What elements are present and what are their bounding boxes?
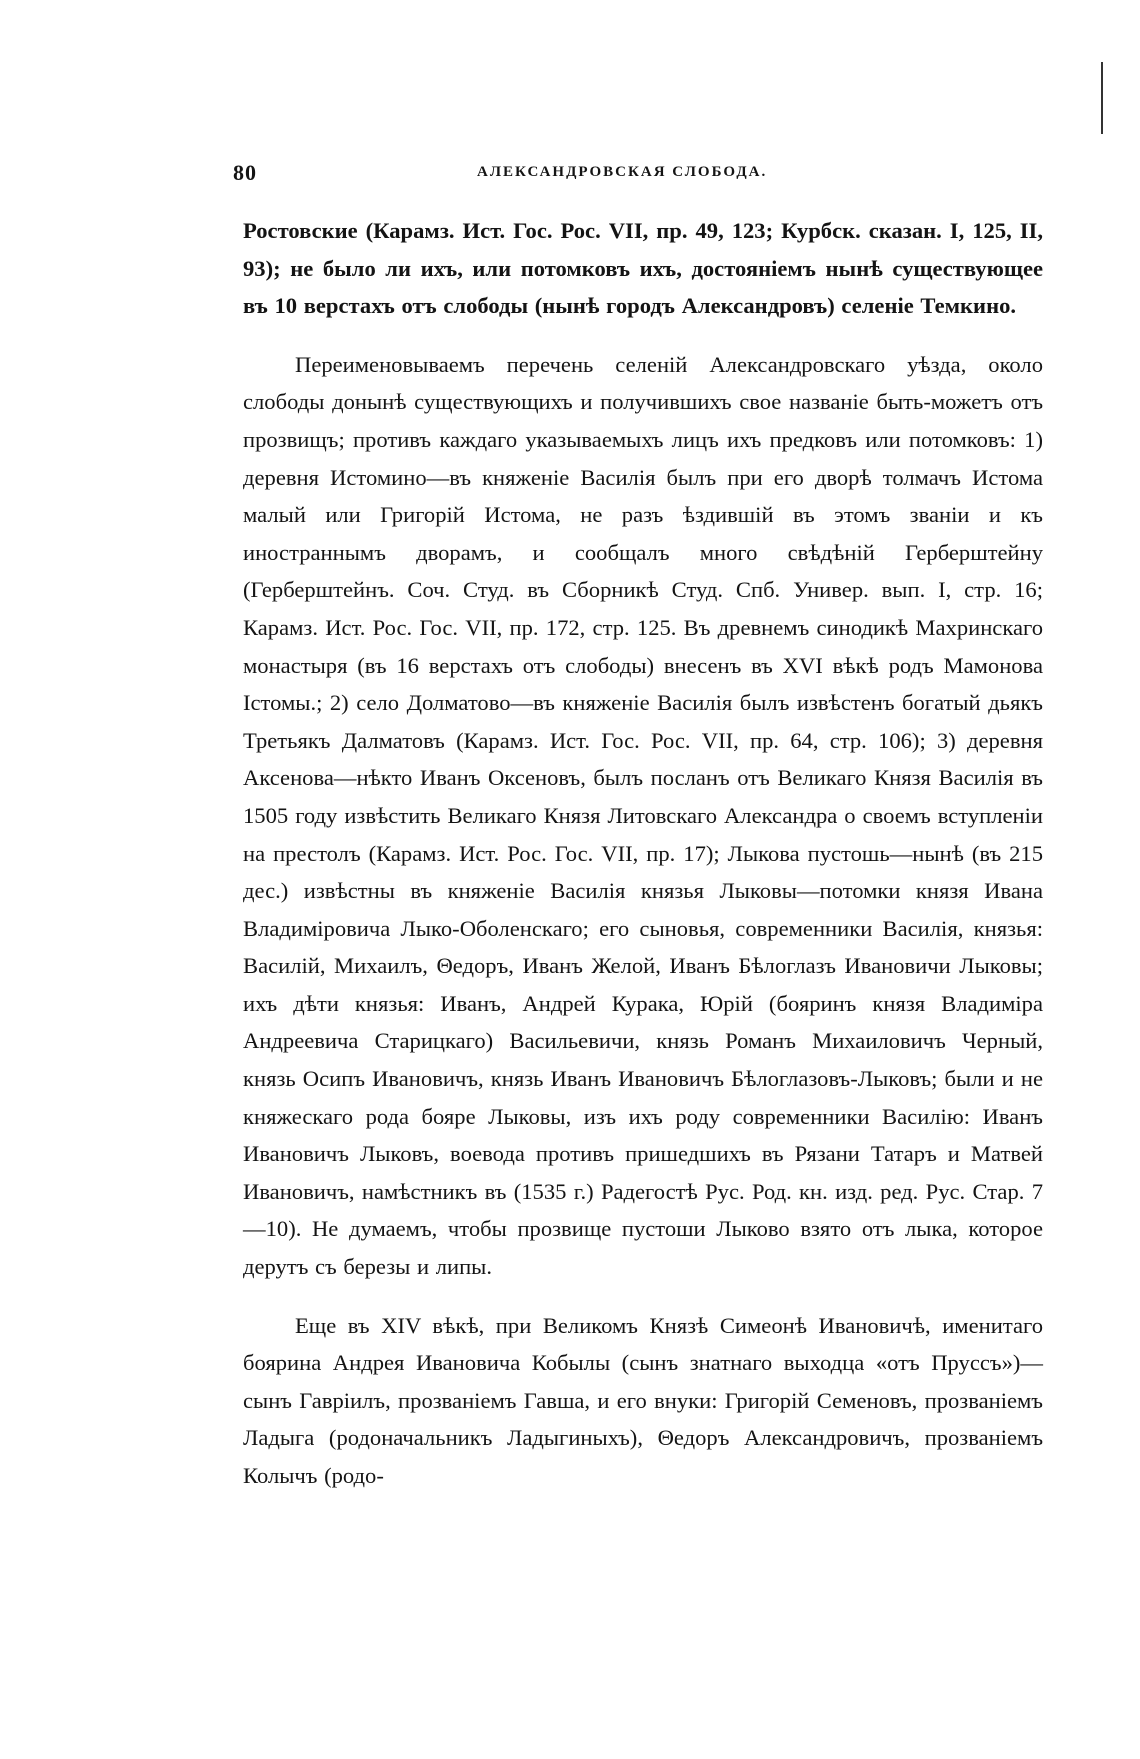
paragraph-1: Ростовские (Карамз. Ист. Гос. Рос. VII, пр. 49, 123; Курбск. сказан. I, 125, II, 93); не было ли ихъ, или потомковъ ихъ, достоянiемъ нынѣ существующее въ 10 верстахъ отъ слободы (нынѣ городъ Александровъ) селенiе Темкино. [243, 218, 1043, 319]
page-header [233, 160, 1045, 190]
page-number: 80 [233, 160, 257, 185]
paragraph-3: Еще въ XIV вѣкѣ, при Великомъ Князѣ Симеонѣ Ивановичѣ, именитаго боярина Андрея Ивановича Кобылы (сынъ знатнаго выходца «отъ Пруссъ»)—сынъ Гаврiилъ, прозванiемъ Гавша, и его внуки: Григорiй Семеновъ, прозванiемъ Ладыга (родоначальникъ Ладыгиныхъ), Θедоръ Александровичъ, прозванiемъ Колычъ (родо- [243, 1312, 1043, 1488]
body-text [243, 212, 1043, 1495]
running-title: АЛЕКСАНДРОВСКАЯ СЛОБОДА. [477, 164, 768, 180]
paragraph-2: Переименовываемъ перечень селенiй Александровскаго уѣзда, около слободы донынѣ существующихъ и получившихъ свое названiе быть-можетъ отъ прозвищъ; противъ каждаго указываемыхъ лицъ ихъ предковъ или потомковъ: 1) деревня Истомино—въ княженiе Василiя былъ при его дворѣ толмачъ Истома малый или Григорiй Истома, не разъ ѣздившiй въ этомъ званiи и къ иностраннымъ дворамъ, и сообщалъ много свѣдѣнiй Герберштейну (Герберштейнъ. Соч. Студ. въ Сборникѣ Студ. Спб. Универ. вып. I, стр. 16; Карамз. Ист. Рос. Гос. VII, пр. 172, стр. 125. Въ древнемъ синодикѣ Махринскаго монастыря (въ 16 верстахъ отъ слободы) внесенъ въ XVI вѣкѣ родъ Мамонова Iстомы.; 2) село Долматово—въ княженiе Василiя былъ извѣстенъ богатый дьякъ Третьякъ Далматовъ (Карамз. Ист. Гос. Рос. VII, пр. 64, стр. 106); 3) деревня Аксенова—нѣкто Иванъ Оксеновъ, былъ посланъ отъ Великаго Князя Василiя въ 1505 году извѣстить Великаго Князя Литовскаго Александра о своемъ вступленiи на престолъ (Карамз. Ист. Рос. Гос. VII, пр. 17); Лыкова пустошь—нынѣ (въ 215 дес.) извѣстны въ княженiе Василiя князья Лыковы—потомки князя Ивана Владимiровича Лыко-Оболенскаго; его сыновья, современники Василiя, князья: Василiй, Михаилъ, Θедоръ, Иванъ Желой, Иванъ Бѣлоглазъ Ивановичи Лыковы; ихъ дѣти князья: Иванъ, Андрей Курака, Юрiй (бояринъ князя Владимiра Андреевича Старицкаго) Васильевичи, князь Романъ Михаиловичъ Черный, князь Осипъ Ивановичъ, князь Иванъ Ивановичъ Бѣлоглазовъ-Лыковъ; были и не княжескаго рода бояре Лыковы, изъ ихъ роду современники Василiю: Иванъ Ивановичъ Лыковъ, воевода противъ пришедшихъ въ Рязани Татаръ и Матвей Ивановичъ, намѣстникъ въ (1535 г.) Радегостѣ Рус. Род. кн. изд. ред. Рус. Стар. 7—10). Не думаемъ, чтобы прозвище пустоши Лыково взято отъ лыка, которое дерутъ съ березы и липы. [243, 351, 1043, 1280]
page-edge-line [1101, 62, 1103, 134]
